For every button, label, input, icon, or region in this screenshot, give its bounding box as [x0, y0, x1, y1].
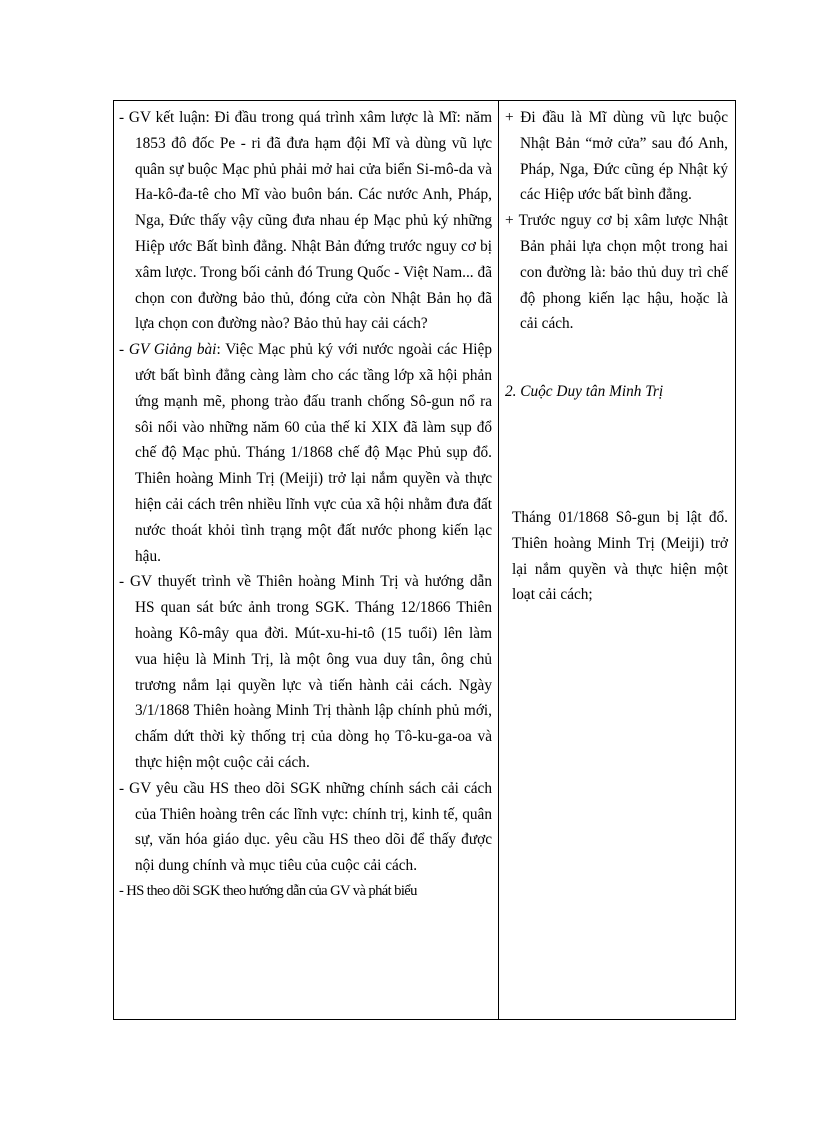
point-first-aggressor: + Đi đầu là Mĩ dùng vũ lực buộc Nhật Bản “mở cửa” sau đó Anh, Pháp, Nga, Đức cũng ép Nhật ký các Hiệp ước bất bình đẳng.	[505, 109, 728, 204]
point-two-paths: + Trước nguy cơ bị xâm lược Nhật Bản phải lựa chọn một trong hai con đường là: bảo thủ duy trì chế độ phong kiến lạc hậu, hoặc là cải cách.	[505, 212, 728, 333]
paragraph-lecture: - GV Giảng bài: Việc Mạc phủ ký với nước ngoài các Hiệp ướt bất bình đẳng càng làm cho các tầng lớp xã hội phản ứng mạnh mẽ, phong trào đấu tranh chống Sô-gun nổ ra sôi nổi vào những năm 60 của thế kỉ XIX đã làm sụp đổ chế độ Mạc phủ. Tháng 1/1868 chế độ Mạc Phủ sụp đổ. Thiên hoàng Minh Trị (Meiji) trở lại nắm quyền và thực hiện cải cách trên nhiều lĩnh vực của xã hội nhằm đưa đất nước thoát khỏi tình trạng một đất nước phong kiến lạc hậu.	[119, 341, 492, 565]
content-column	[499, 101, 735, 1019]
section-heading: 2. Cuộc Duy tân Minh Trị	[505, 383, 664, 400]
lecture-label: GV Giảng bài	[128, 341, 217, 359]
paragraph-student: - HS theo dõi SGK theo hướng dẫn của GV và phát biểu	[119, 882, 417, 899]
paragraph-presentation: - GV thuyết trình về Thiên hoàng Minh Trị và hướng dẫn HS quan sát bức ảnh trong SGK. Tháng 12/1866 Thiên hoàng Kô-mây qua đời. Mút-xu-hi-tô (15 tuổi) lên làm vua hiệu là Minh Trị, là một ông vua duy tân, ông chủ trương nắm lại quyền lực và tiến hành cải cách. Ngày 3/1/1868 Thiên hoàng Minh Trị thành lập chính phủ mới, chấm dứt thời kỳ thống trị của dòng họ Tô-ku-ga-oa và thực hiện một cuộc cải cách.	[119, 573, 492, 771]
paragraph-task: - GV yêu cầu HS theo dõi SGK những chính sách cải cách của Thiên hoàng trên các lĩnh vực: chính trị, kinh tế, quân sự, văn hóa giáo dục. yêu cầu HS theo dõi để thấy được nội dung chính và mục tiêu của cuộc cải cách.	[119, 779, 492, 875]
paragraph-conclusion: - GV kết luận: Đi đầu trong quá trình xâm lược là Mĩ: năm 1853 đô đốc Pe - ri đã đưa hạm đội Mĩ và dùng vũ lực quân sự buộc Mạc phủ phải mở hai cửa biển Si-mô-da và Ha-kô-đa-tê cho Mĩ vào buôn bán. Các nước Anh, Pháp, Nga, Đức thấy vậy cũng đưa nhau ép Mạc phủ ký những Hiệp ước Bất bình đẳng. Nhật Bản đứng trước nguy cơ bị xâm lược. Trong bối cảnh đó Trung Quốc - Việt Nam... đã chọn con đường bảo thủ, đóng cửa còn Nhật Bản họ đã lựa chọn con đường nào? Bảo thủ hay cải cách?	[119, 109, 492, 333]
lesson-table	[113, 100, 736, 1020]
lecture-text: : Việc Mạc phủ ký với nước ngoài các Hiệp ướt bất bình đẳng càng làm cho các tầng lớp xã hội phản ứng mạnh mẽ, phong trào đấu tranh chống Sô-gun nổ ra sôi nổi vào những năm 60 của thế kỉ XIX đã làm sụp đổ chế độ Mạc phủ. Tháng 1/1868 chế độ Mạc Phủ sụp đổ. Thiên hoàng Minh Trị (Meiji) trở lại nắm quyền và thực hiện cải cách trên nhiều lĩnh vực của xã hội nhằm đưa đất nước thoát khỏi tình trạng một đất nước phong kiến lạc hậu.	[135, 341, 492, 565]
paragraph-meiji-restoration: Tháng 01/1868 Sô-gun bị lật đổ. Thiên hoàng Minh Trị (Meiji) trở lại nắm quyền và thực hiện một loạt cải cách;	[512, 509, 728, 604]
teacher-activity-column	[114, 101, 499, 1019]
